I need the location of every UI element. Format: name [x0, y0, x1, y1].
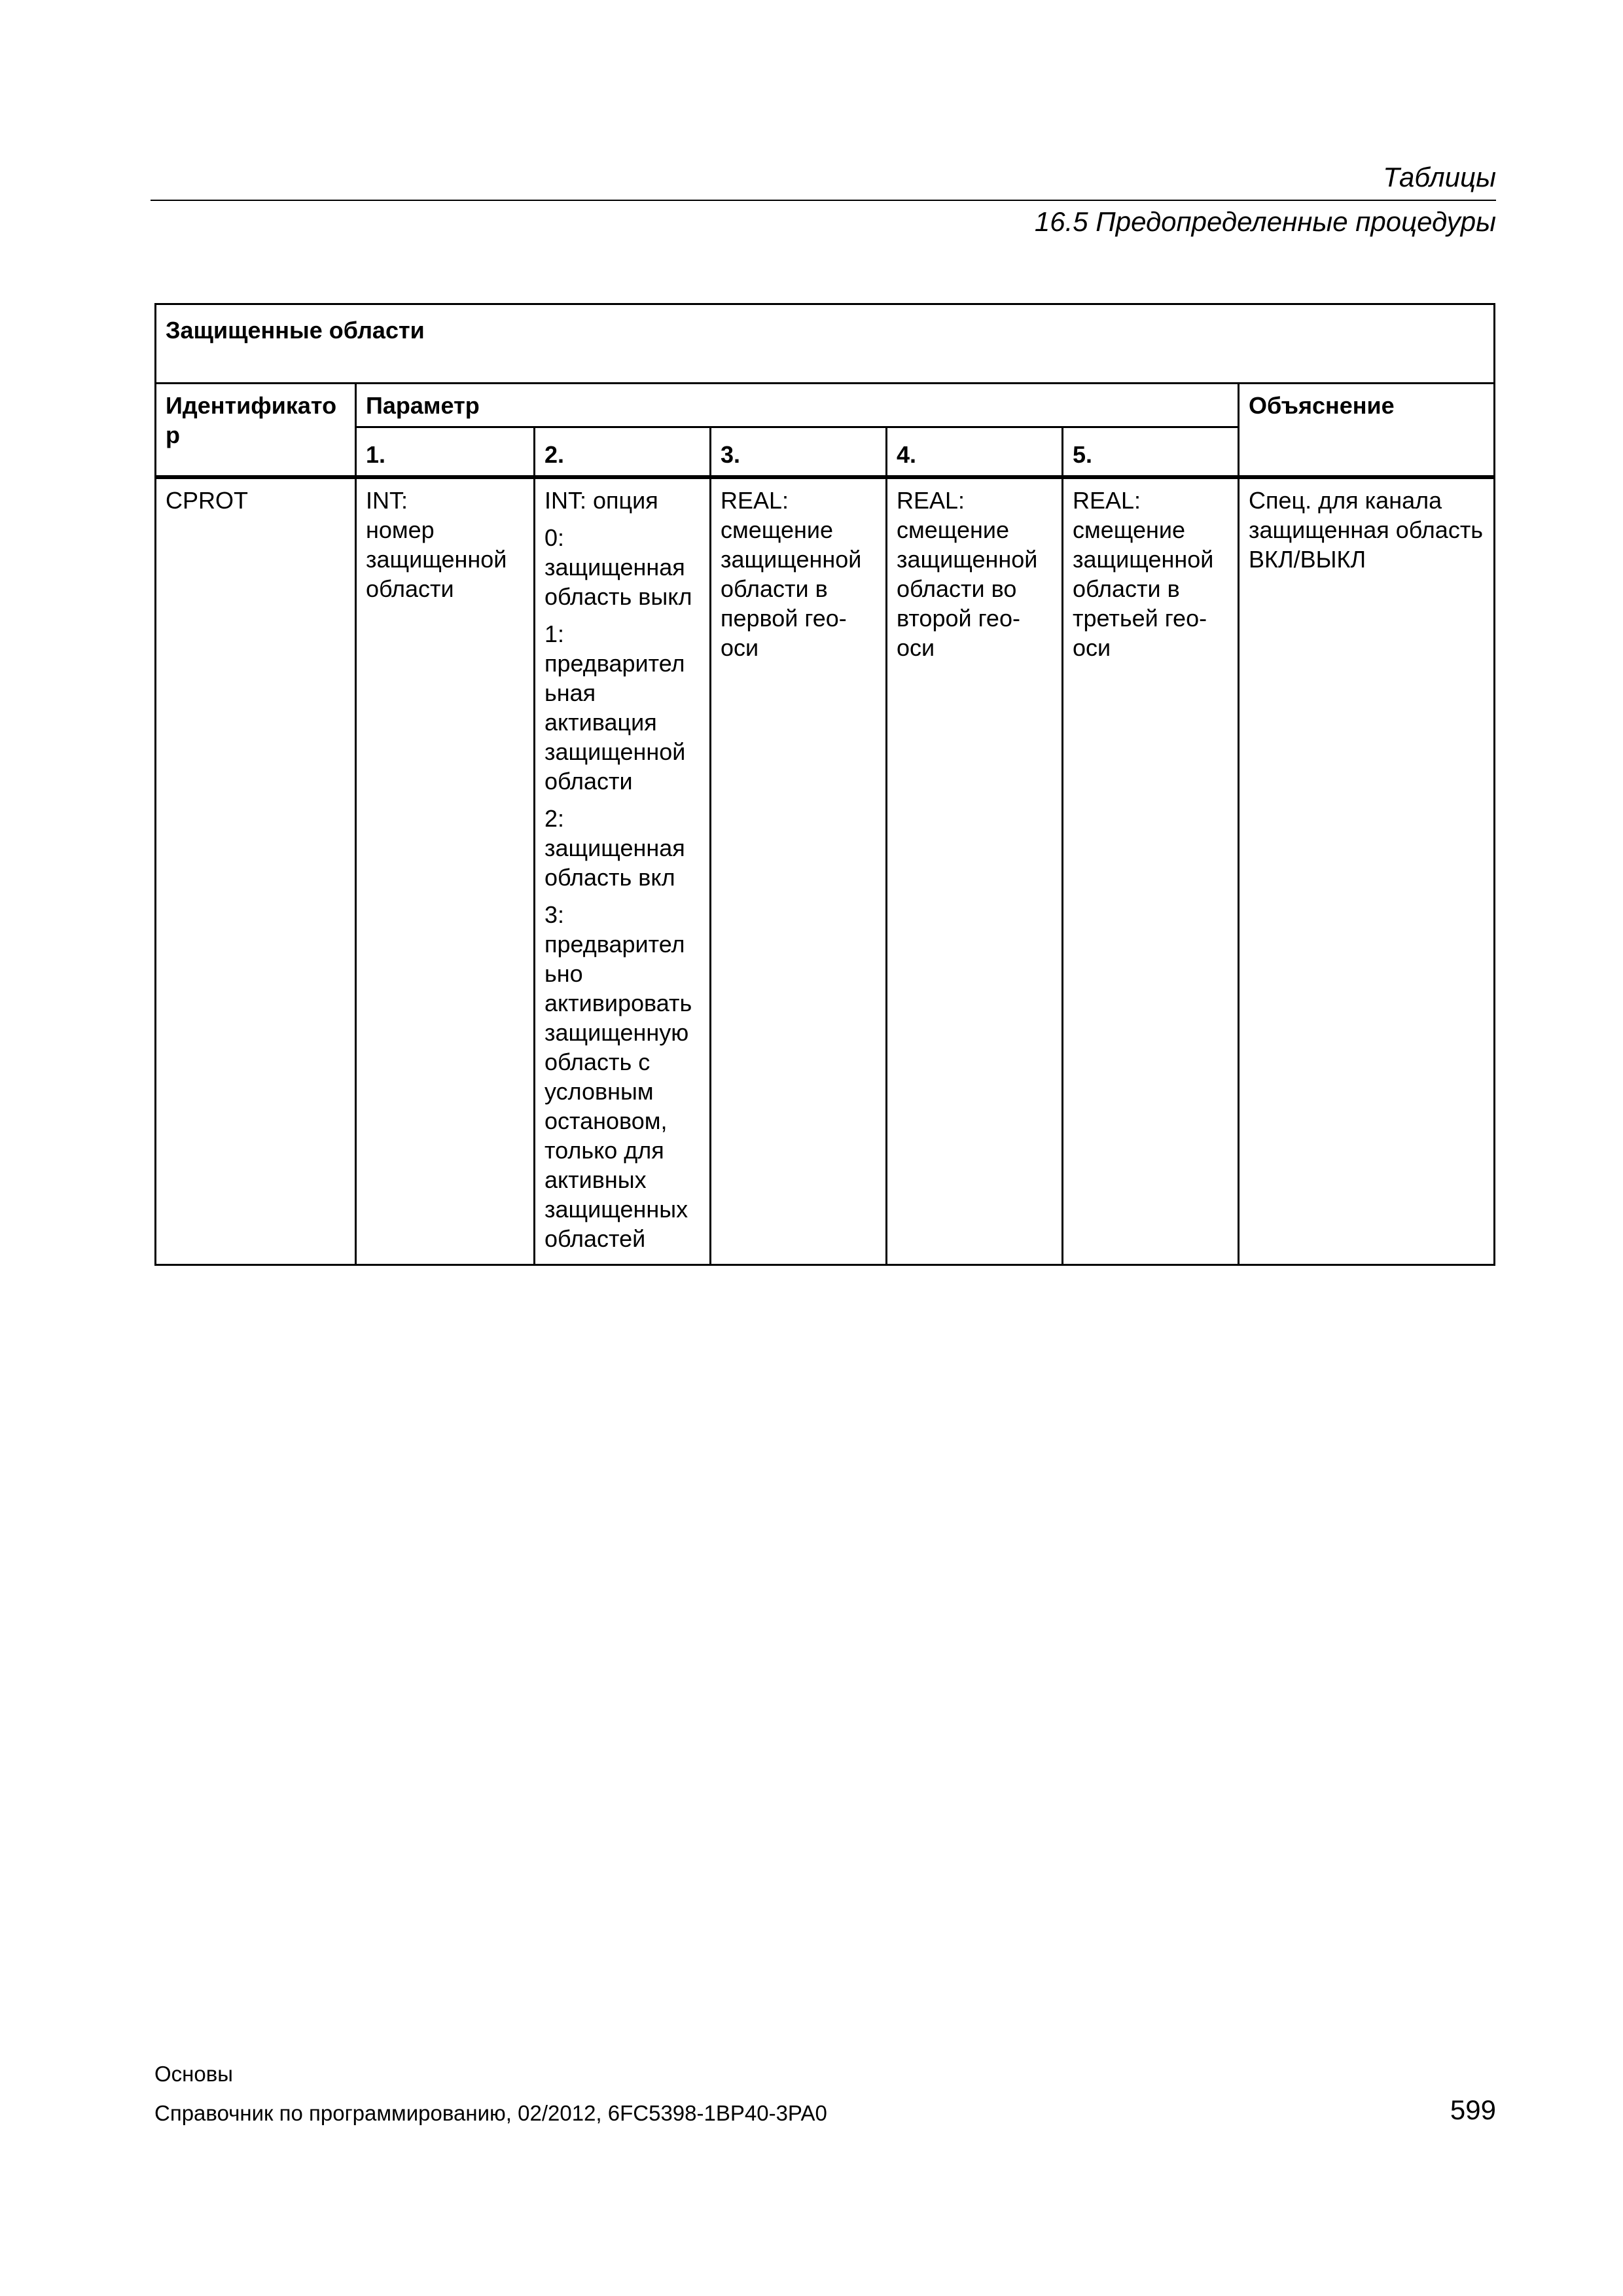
- cell-line: предварител: [544, 931, 685, 958]
- section-title: 16.5 Предопределенные процедуры: [1034, 206, 1496, 237]
- cell-line: оси: [721, 634, 759, 661]
- cell-line: защищенная: [544, 834, 685, 861]
- cell-line: ВКЛ/ВЫКЛ: [1249, 546, 1366, 573]
- param2-cell: [535, 477, 711, 1265]
- cell-line: активировать: [544, 990, 692, 1016]
- cell-line: области: [544, 768, 633, 795]
- cell-line: области в: [721, 575, 828, 602]
- table-row: [156, 477, 1495, 1265]
- cell-line: ьная: [544, 679, 596, 706]
- option-paragraph: [544, 804, 702, 892]
- option-paragraph: [544, 900, 702, 1253]
- param-number-3: 3.: [711, 427, 887, 478]
- cell-line: области: [366, 575, 454, 602]
- cell-line: REAL:: [721, 487, 789, 514]
- cell-line: предварител: [544, 650, 685, 677]
- cell-line: защищенной: [366, 546, 507, 573]
- cell-line: область выкл: [544, 583, 692, 610]
- cell-line: первой гео-: [721, 605, 847, 632]
- cell-line: защищенной: [897, 546, 1038, 573]
- cell-line: защищенной: [544, 738, 686, 765]
- cell-line: третьей гео-: [1073, 605, 1207, 632]
- identifier-cell: CPROT: [156, 477, 356, 1265]
- cell-line: оси: [1073, 634, 1111, 661]
- explanation-cell: [1239, 477, 1495, 1265]
- cell-line: смещение: [1073, 516, 1186, 543]
- footer-document-info: Справочник по программированию, 02/2012, 6FC5398-1BP40-3PA0: [154, 2101, 827, 2125]
- cell-line: защищенную: [544, 1019, 689, 1046]
- cell-line: активных: [544, 1166, 647, 1193]
- param-number-1: 1.: [356, 427, 535, 478]
- cell-line: защищенных: [544, 1196, 688, 1223]
- cell-line: второй гео-: [897, 605, 1020, 632]
- chapter-title: Таблицы: [1383, 162, 1496, 192]
- table-title: Защищенные области: [156, 304, 1495, 384]
- cell-line: смещение: [897, 516, 1010, 543]
- cell-line: область вкл: [544, 864, 675, 891]
- param-number-4: 4.: [887, 427, 1063, 478]
- cell-line: области во: [897, 575, 1017, 602]
- header-divider: [151, 200, 1496, 201]
- cell-line: защищенной: [1073, 546, 1214, 573]
- cell-line: оси: [897, 634, 935, 661]
- cell-line: 2:: [544, 805, 565, 832]
- cell-line: 0:: [544, 524, 565, 551]
- cell-line: активация: [544, 709, 657, 736]
- page-number: 599: [1450, 2094, 1496, 2125]
- cell-line: номер: [366, 516, 435, 543]
- cell-line: защищенная область: [1249, 516, 1484, 543]
- param5-cell: [1063, 477, 1239, 1265]
- footer-book-title: Основы: [154, 2062, 233, 2086]
- option-paragraph: [544, 486, 702, 515]
- column-header-parameter: Параметр: [356, 384, 1239, 427]
- column-header-identifier: Идентификато р: [156, 384, 356, 478]
- cell-line: INT:: [366, 487, 408, 514]
- option-paragraph: [544, 619, 702, 796]
- cell-line: 1:: [544, 620, 565, 647]
- cell-line: области в: [1073, 575, 1180, 602]
- cell-line: Спец. для канала: [1249, 487, 1442, 514]
- param3-cell: [711, 477, 887, 1265]
- cell-line: ьно: [544, 960, 583, 987]
- cell-line: условным: [544, 1078, 654, 1105]
- cell-line: защищенной: [721, 546, 862, 573]
- cell-line: 3:: [544, 901, 565, 928]
- cell-line: остановом,: [544, 1107, 668, 1134]
- cell-line: REAL:: [897, 487, 965, 514]
- param4-cell: [887, 477, 1063, 1265]
- cell-line: область с: [544, 1049, 651, 1075]
- cell-line: смещение: [721, 516, 834, 543]
- param-number-5: 5.: [1063, 427, 1239, 478]
- option-paragraph: [544, 523, 702, 611]
- cell-line: областей: [544, 1225, 646, 1252]
- cell-line: INT: опция: [544, 487, 658, 514]
- cell-line: REAL:: [1073, 487, 1141, 514]
- param1-cell: [356, 477, 535, 1265]
- protected-areas-table: [154, 303, 1495, 1266]
- cell-line: защищенная: [544, 554, 685, 581]
- cell-line: только для: [544, 1137, 664, 1164]
- column-header-explanation: Объяснение: [1239, 384, 1495, 478]
- param-number-2: 2.: [535, 427, 711, 478]
